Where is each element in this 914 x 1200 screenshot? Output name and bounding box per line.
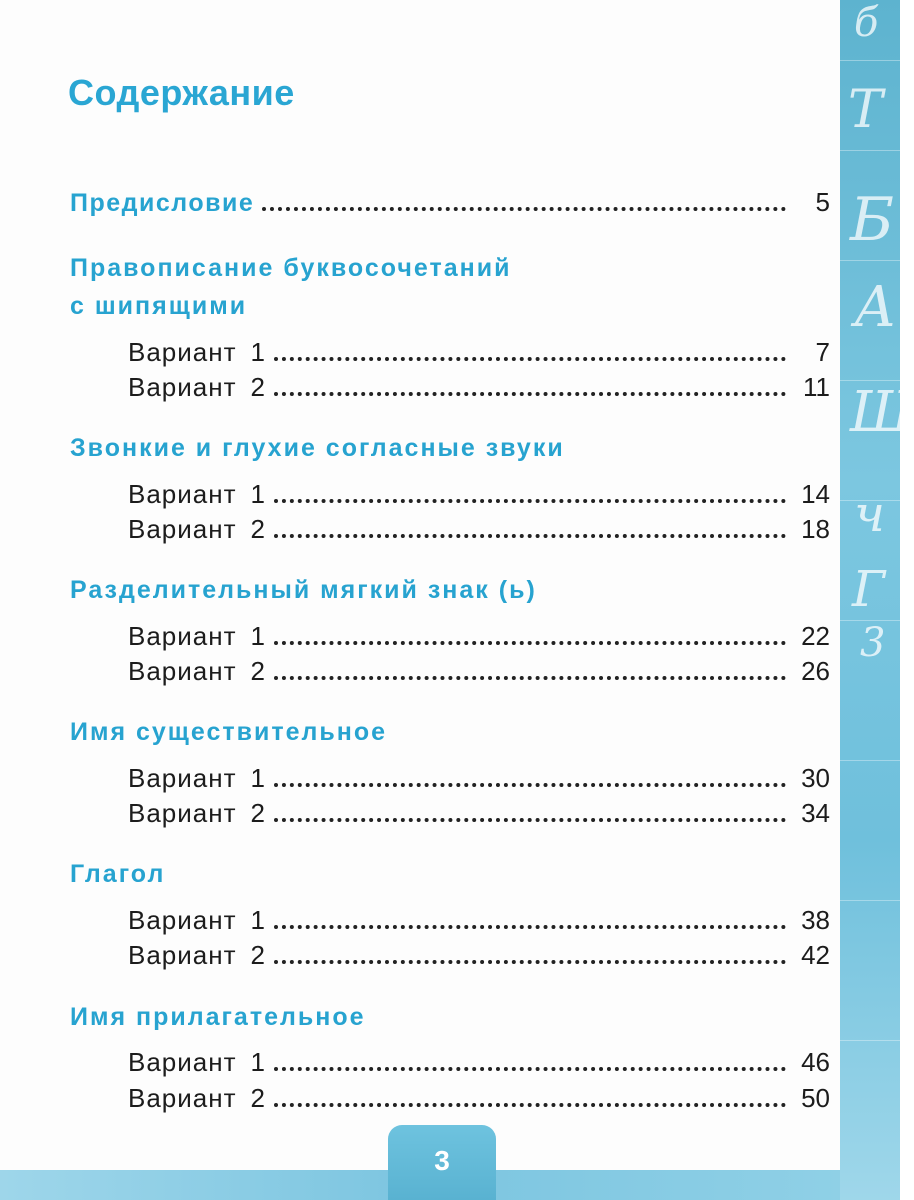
variant-number: 1 bbox=[250, 763, 266, 793]
variant-number: 1 bbox=[250, 479, 266, 509]
toc-entry-label bbox=[128, 1047, 266, 1078]
toc-entry[interactable] bbox=[128, 616, 830, 652]
variant-number: 1 bbox=[250, 905, 266, 935]
variant-number: 2 bbox=[250, 940, 266, 970]
toc-entry-label: Предисловие bbox=[70, 189, 255, 217]
toc-entry-label bbox=[128, 940, 266, 971]
dot-leader bbox=[274, 392, 786, 396]
toc-entry[interactable] bbox=[128, 793, 830, 829]
variant-number: 2 bbox=[250, 372, 266, 402]
variant-label: Вариант bbox=[128, 337, 237, 367]
toc-entry-label bbox=[128, 372, 266, 403]
dot-leader bbox=[274, 1067, 786, 1071]
toc-entry[interactable] bbox=[128, 367, 830, 403]
variant-label: Вариант bbox=[128, 656, 237, 686]
toc-entry[interactable] bbox=[128, 651, 830, 687]
section-heading: Разделительный мягкий знак (ь) bbox=[70, 576, 537, 604]
dot-leader bbox=[274, 960, 786, 964]
section-heading: Звонкие и глухие согласные звуки bbox=[70, 434, 565, 462]
dot-leader bbox=[274, 676, 786, 680]
dot-leader bbox=[274, 357, 786, 361]
toc-entry-label bbox=[128, 514, 266, 545]
toc-page-number: 7 bbox=[815, 337, 830, 367]
variant-label: Вариант bbox=[128, 763, 237, 793]
toc-page-number: 22 bbox=[801, 621, 830, 651]
variant-number: 1 bbox=[250, 1047, 266, 1077]
toc-page-number: 42 bbox=[801, 940, 830, 970]
toc-page-number: 26 bbox=[801, 656, 830, 686]
dot-leader bbox=[274, 925, 786, 929]
toc-page-number: 5 bbox=[815, 187, 830, 217]
variant-label: Вариант bbox=[128, 479, 237, 509]
variant-number: 1 bbox=[250, 337, 266, 367]
toc-entry[interactable] bbox=[128, 474, 830, 510]
toc-entry[interactable] bbox=[128, 509, 830, 545]
variant-number: 2 bbox=[250, 514, 266, 544]
toc-entry[interactable] bbox=[128, 1078, 830, 1114]
decorative-side-strip: б Т Б А Ш ч Г 3 bbox=[840, 0, 900, 1200]
page-number-tab bbox=[388, 1125, 496, 1200]
variant-label: Вариант bbox=[128, 514, 237, 544]
toc-entry[interactable] bbox=[128, 758, 830, 794]
variant-label: Вариант bbox=[128, 621, 237, 651]
toc-page-number: 14 bbox=[801, 479, 830, 509]
dot-leader bbox=[274, 534, 786, 538]
toc-entry-label bbox=[128, 656, 266, 687]
variant-number: 1 bbox=[250, 621, 266, 651]
dot-leader bbox=[274, 499, 786, 503]
toc-entry[interactable] bbox=[128, 332, 830, 368]
toc-entry-label bbox=[128, 905, 266, 936]
toc-page-number: 38 bbox=[801, 905, 830, 935]
toc-page-number: 46 bbox=[801, 1047, 830, 1077]
section-heading-line2: с шипящими bbox=[70, 292, 248, 320]
section-heading: Глагол bbox=[70, 860, 166, 888]
toc-entry-label bbox=[128, 621, 266, 652]
toc-page-number: 50 bbox=[801, 1083, 830, 1113]
toc-entry-label bbox=[128, 763, 266, 794]
dot-leader bbox=[262, 207, 786, 211]
dot-leader bbox=[274, 641, 786, 645]
toc-entry[interactable] bbox=[128, 935, 830, 971]
toc-entry-label bbox=[128, 1083, 266, 1114]
dot-leader bbox=[274, 818, 786, 822]
section-heading: Имя прилагательное bbox=[70, 1003, 366, 1031]
toc-entry[interactable] bbox=[128, 1042, 830, 1078]
toc-entry-label bbox=[128, 479, 266, 510]
section-heading: Правописание буквосочетаний bbox=[70, 254, 512, 282]
variant-number: 2 bbox=[250, 1083, 266, 1113]
dot-leader bbox=[274, 783, 786, 787]
toc-page-number: 34 bbox=[801, 798, 830, 828]
section-heading: Имя существительное bbox=[70, 718, 388, 746]
variant-label: Вариант bbox=[128, 940, 237, 970]
toc-page-number: 11 bbox=[803, 372, 830, 402]
toc-entry[interactable] bbox=[128, 900, 830, 936]
variant-label: Вариант bbox=[128, 372, 237, 402]
toc-entry-label bbox=[128, 798, 266, 829]
page-number: 3 bbox=[434, 1145, 450, 1176]
toc-entry-preface[interactable] bbox=[70, 182, 830, 218]
variant-label: Вариант bbox=[128, 798, 237, 828]
variant-number: 2 bbox=[250, 798, 266, 828]
toc-page-number: 30 bbox=[801, 763, 830, 793]
variant-number: 2 bbox=[250, 656, 266, 686]
toc-entry-label bbox=[128, 337, 266, 368]
page-title: Содержание bbox=[68, 72, 295, 113]
dot-leader bbox=[274, 1103, 786, 1107]
variant-label: Вариант bbox=[128, 1083, 237, 1113]
toc-page-number: 18 bbox=[801, 514, 830, 544]
variant-label: Вариант bbox=[128, 905, 237, 935]
variant-label: Вариант bbox=[128, 1047, 237, 1077]
